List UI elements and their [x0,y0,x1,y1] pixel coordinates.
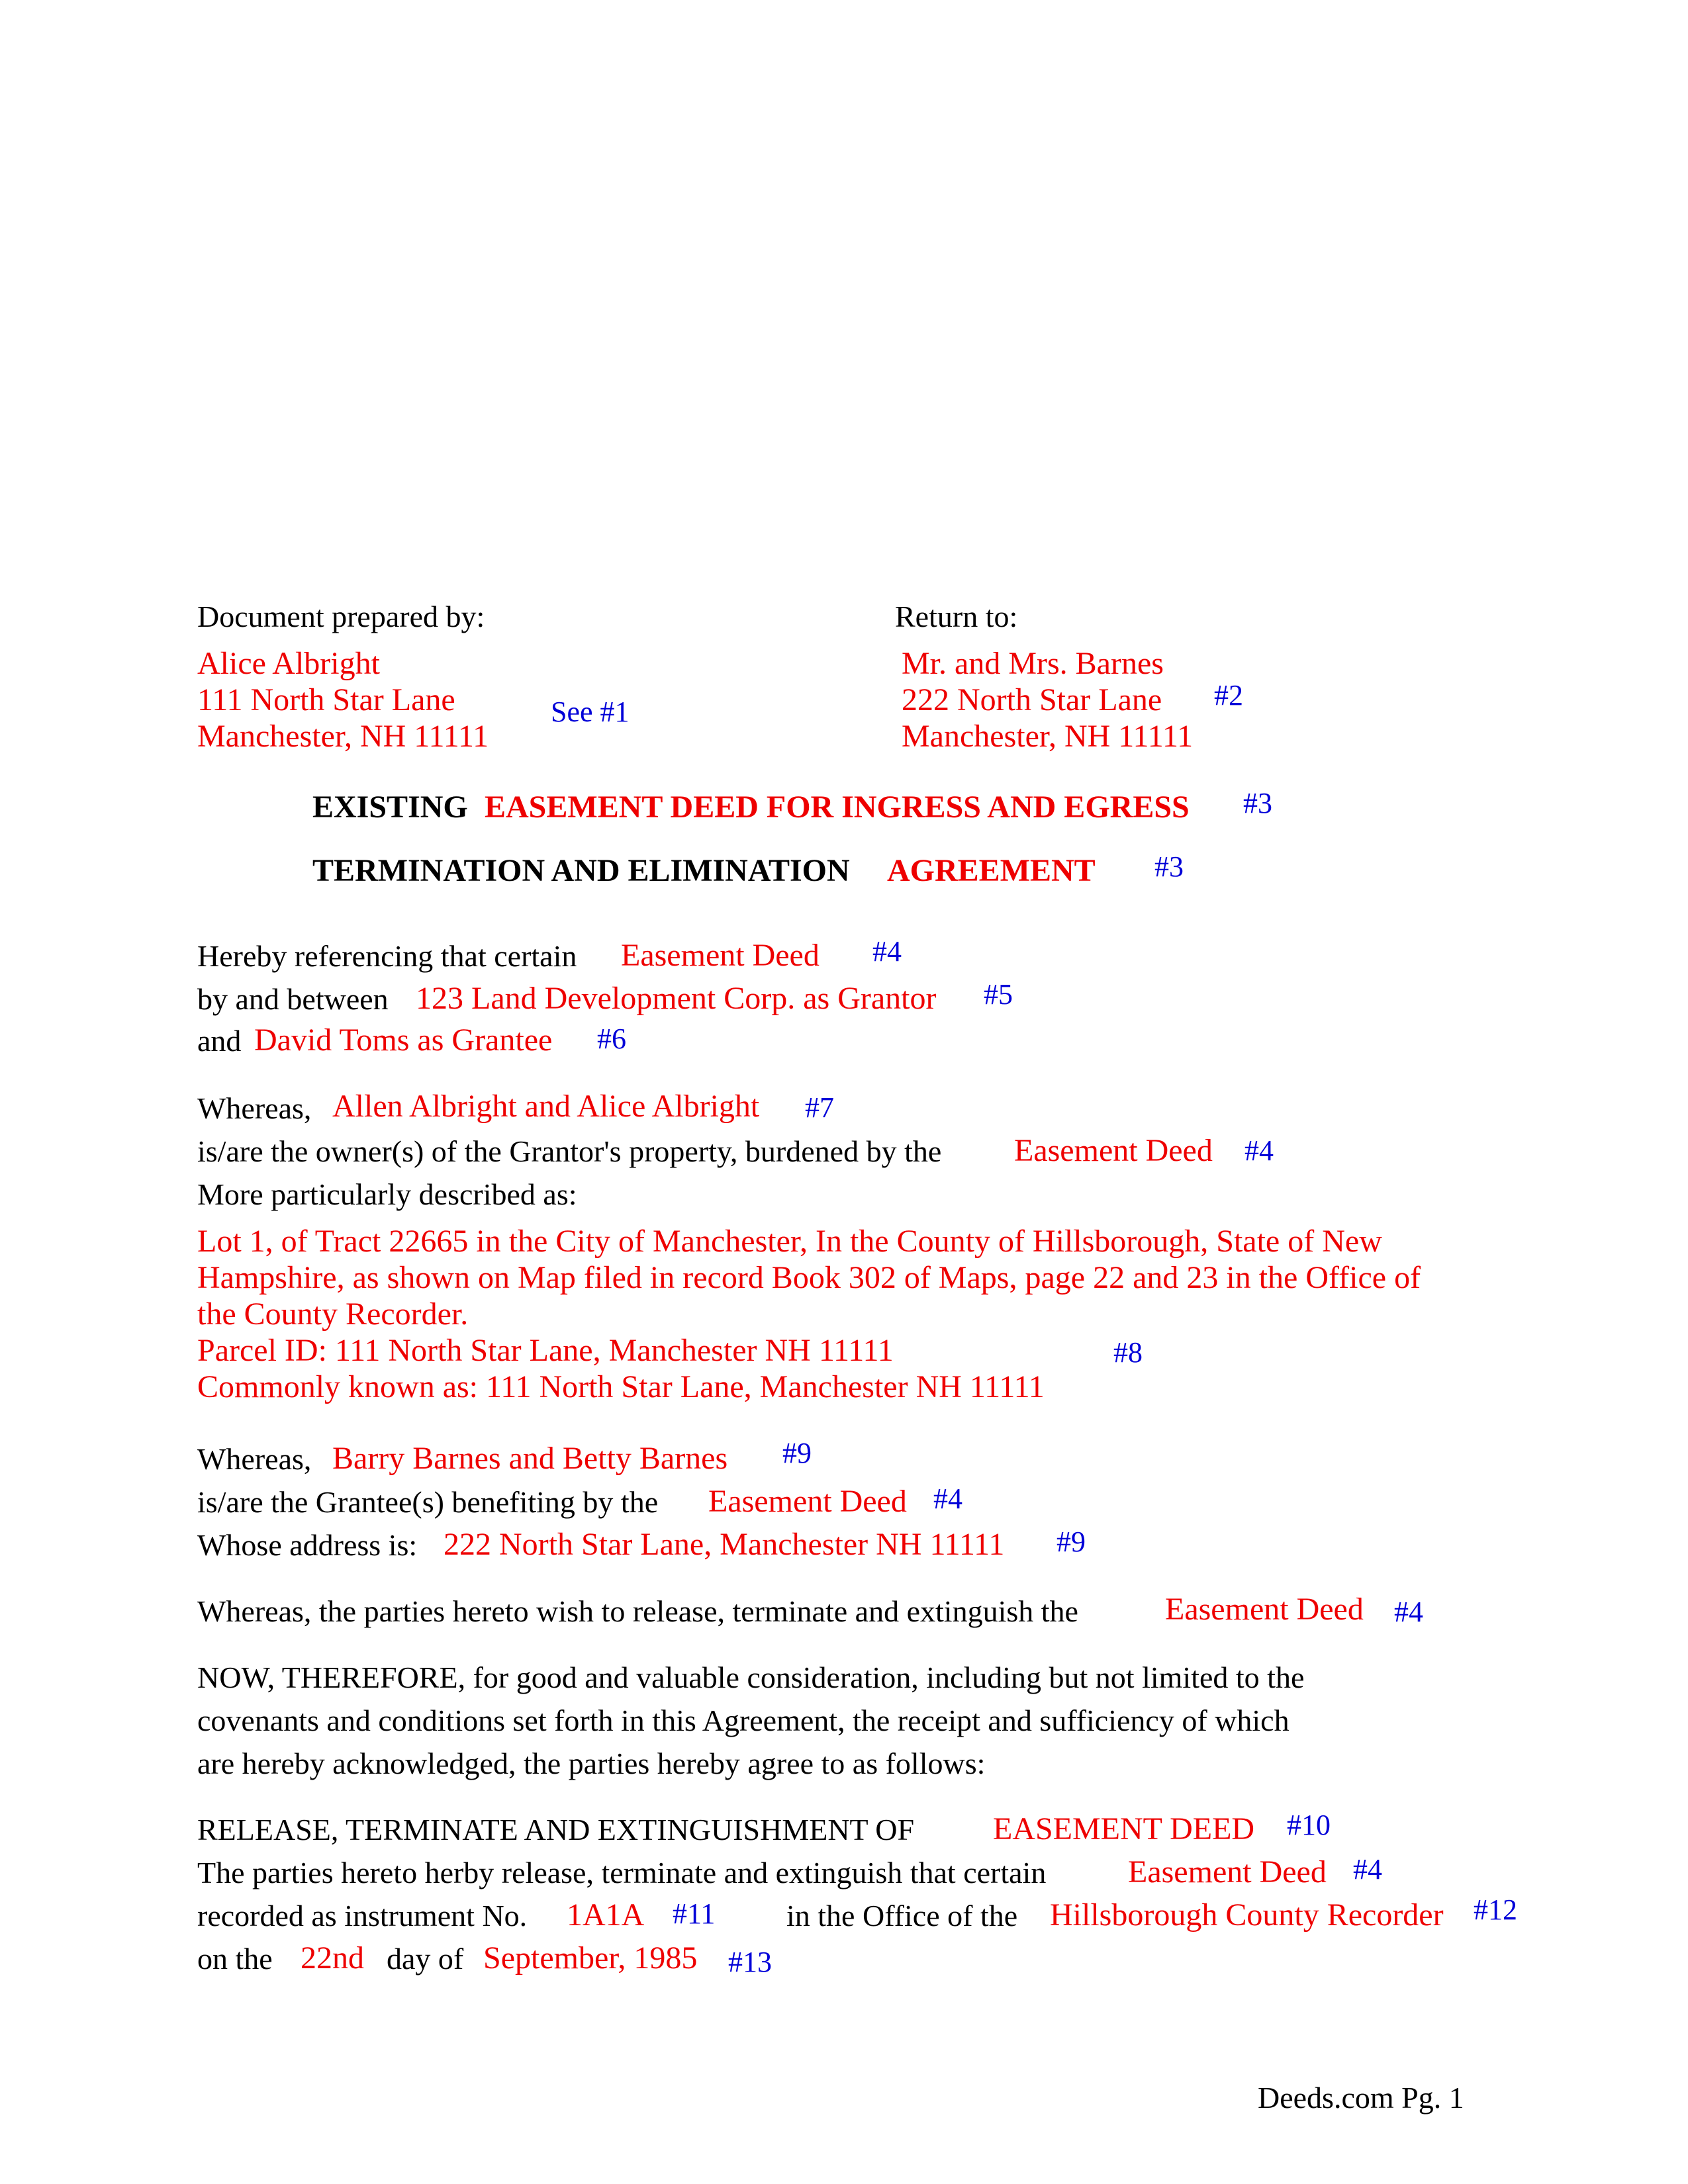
reference-line2-note: #5 [984,978,1013,1011]
grantee-address: 222 North Star Lane, Manchester NH 11111 [444,1527,1005,1562]
parcel-id: Parcel ID: 111 North Star Lane, Manchester NH 11111 [197,1333,894,1368]
recording-month-year: September, 1985 [483,1940,698,1976]
release-line3-note2: #12 [1474,1893,1517,1926]
reference-line2-text: by and between [197,982,389,1016]
grantor-line2-field: Easement Deed [1014,1133,1213,1168]
grantee-line2-note: #4 [933,1482,962,1515]
recording-day: 22nd [301,1940,364,1976]
release-wish-text: Whereas, the parties hereto wish to release, terminate and extinguish the [197,1594,1078,1628]
title-line2-field: AGREEMENT [887,853,1096,888]
prepared-by-name: Alice Albright [197,646,380,681]
grantee-line2-field: Easement Deed [708,1484,907,1519]
title-line2-note: #3 [1154,850,1184,883]
title-line2-prefix: TERMINATION AND ELIMINATION [312,853,850,888]
grantee-line1-note: #9 [782,1437,812,1469]
return-to-street: 222 North Star Lane [902,682,1162,717]
reference-line3-field: David Toms as Grantee [254,1023,553,1058]
grantee-line3-text: Whose address is: [197,1528,418,1562]
grantor-line3-text: More particularly described as: [197,1177,577,1211]
release-wish-field: Easement Deed [1165,1592,1364,1627]
recorder-office: Hillsborough County Recorder [1050,1897,1444,1933]
return-to-note: #2 [1214,679,1243,711]
now-therefore-line1: NOW, THEREFORE, for good and valuable consideration, including but not limited to the [197,1661,1305,1694]
grantor-line1-field: Allen Albright and Alice Albright [332,1089,760,1124]
title-line1-field: EASEMENT DEED FOR INGRESS AND EGRESS [485,790,1190,825]
instrument-number: 1A1A [567,1897,645,1933]
prepared-by-street: 111 North Star Lane [197,682,455,717]
now-therefore-line2: covenants and conditions set forth in this Agreement, the receipt and sufficiency of which [197,1704,1289,1737]
release-line4-text2: day of [387,1942,464,1976]
reference-line1-text: Hereby referencing that certain [197,939,577,973]
grantor-line2-note: #4 [1244,1134,1274,1167]
grantor-line1-text: Whereas, [197,1091,312,1125]
title-line1-note: #3 [1243,787,1272,819]
grantee-line2-text: is/are the Grantee(s) benefiting by the [197,1485,659,1519]
return-to-name: Mr. and Mrs. Barnes [902,646,1164,681]
release-line3-note1: #11 [673,1897,716,1930]
commonly-known-as: Commonly known as: 111 North Star Lane, Manchester NH 11111 [197,1369,1045,1404]
prepared-by-city: Manchester, NH 11111 [197,719,489,754]
legal-description-line2: Hampshire, as shown on Map filed in record Book 302 of Maps, page 22 and 23 in the Office of [197,1260,1421,1295]
release-heading-note: #10 [1287,1809,1331,1841]
release-line4-text1: on the [197,1942,273,1976]
page-footer: Deeds.com Pg. 1 [1258,2081,1464,2115]
return-to-label: Return to: [895,600,1018,633]
grantee-line1-field: Barry Barnes and Betty Barnes [332,1441,728,1476]
release-line2-note: #4 [1353,1853,1382,1886]
release-wish-note: #4 [1394,1596,1423,1628]
return-to-city: Manchester, NH 11111 [902,719,1194,754]
prepared-by-label: Document prepared by: [197,600,485,633]
release-line2-text: The parties hereto herby release, terminate and extinguish that certain [197,1856,1047,1889]
grantor-line2-text: is/are the owner(s) of the Grantor's property, burdened by the [197,1134,942,1168]
release-line3-text2: in the Office of the [786,1899,1018,1933]
prepared-by-note: See #1 [551,696,630,728]
parcel-note: #8 [1113,1336,1143,1369]
legal-description-line1: Lot 1, of Tract 22665 in the City of Manchester, In the County of Hillsborough, State of New [197,1224,1382,1259]
legal-description-line3: the County Recorder. [197,1297,469,1332]
grantee-line1-text: Whereas, [197,1442,312,1476]
reference-line1-note: #4 [872,935,902,968]
reference-line3-text: and [197,1024,242,1058]
now-therefore-line3: are hereby acknowledged, the parties hereby agree to as follows: [197,1747,986,1780]
reference-line3-note: #6 [597,1023,626,1055]
release-heading-field: EASEMENT DEED [993,1811,1255,1846]
release-line4-note: #13 [728,1946,772,1978]
release-line3-text1: recorded as instrument No. [197,1899,528,1933]
title-line1-prefix: EXISTING [312,790,468,825]
grantor-line1-note: #7 [805,1091,834,1124]
release-line2-field: Easement Deed [1128,1854,1327,1889]
reference-line1-field: Easement Deed [621,938,820,973]
grantee-line3-note: #9 [1056,1525,1086,1558]
reference-line2-field: 123 Land Development Corp. as Grantor [416,981,937,1016]
release-heading-text: RELEASE, TERMINATE AND EXTINGUISHMENT OF [197,1813,915,1846]
